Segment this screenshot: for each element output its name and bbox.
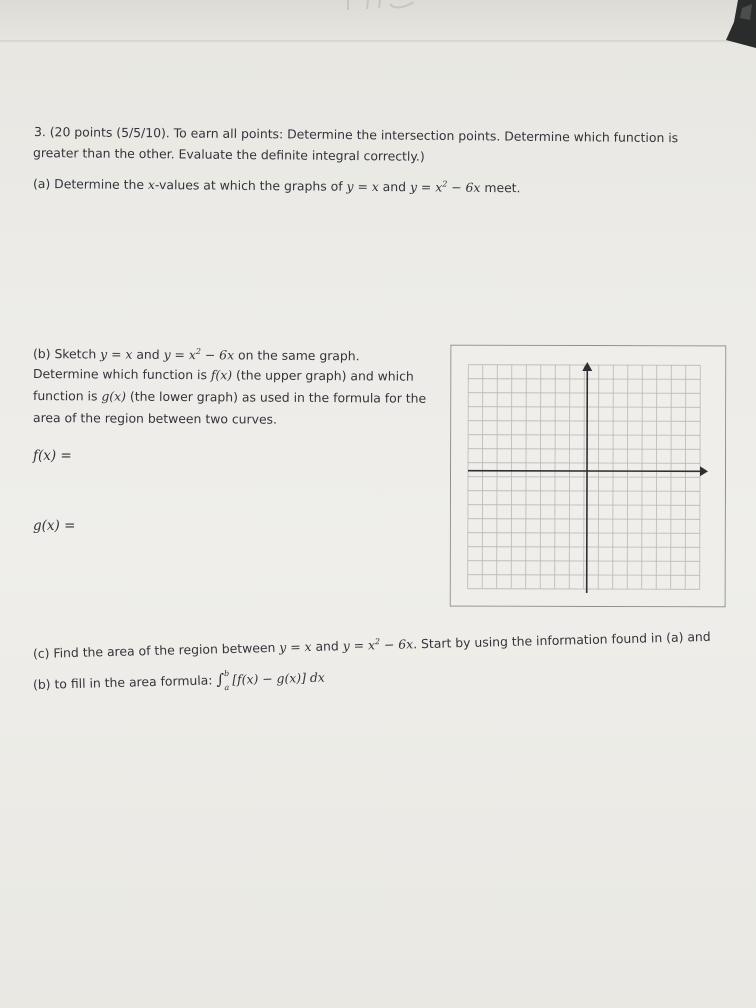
bleed-through-marks — [330, 0, 420, 14]
part-b-line1-post: on the same graph. — [234, 347, 360, 364]
part-b-line3-post: (the lower graph) as used in the formula for the — [125, 388, 427, 406]
part-b-f: f(x) — [210, 367, 233, 383]
part-a-xvar: x — [147, 177, 155, 193]
problem-header-line1: 3. (20 points (5/5/10). To earn all points: Determine the intersection points. Determine which function is — [33, 124, 679, 146]
part-a-eq2-rest: − 6x — [447, 179, 481, 195]
part-c-line2-pre: (b) to fill in the area formula: — [32, 672, 217, 692]
part-c-line1-pre: (c) Find the area of the region between — [32, 639, 280, 661]
part-a-eq2-exp: 2 — [442, 179, 448, 189]
part-a-post: meet. — [480, 179, 521, 196]
part-b-line3-pre: function is — [32, 388, 102, 404]
part-a-pre: (a) Determine the — [32, 176, 148, 193]
part-a-mid: -values at which the graphs of — [154, 177, 347, 194]
integral-limits — [223, 668, 232, 692]
x-axis — [468, 471, 700, 472]
paper-edge — [0, 40, 756, 43]
part-c-eq1: y = x — [279, 638, 312, 655]
part-a-eq1: y = x — [346, 178, 379, 195]
part-b-and: and — [132, 346, 164, 362]
g-answer-label: g(x) = — [33, 518, 76, 534]
part-c-eq2-exp: 2 — [374, 637, 381, 647]
integral-sign: ∫ — [216, 670, 225, 689]
part-c-eq2-base: y = x — [342, 637, 376, 654]
problem-header-line2: greater than the other. Evaluate the definite integral correctly.) — [32, 145, 425, 164]
part-b-eq2-base: y = x — [163, 346, 196, 363]
part-b-line1 — [33, 346, 360, 364]
part-b-eq2-exp: 2 — [195, 347, 202, 357]
part-a-eq2-base: y = x — [409, 179, 443, 195]
part-c-eq2-rest: − 6x — [379, 636, 414, 653]
part-b-line2-post: (the upper graph) and which — [232, 367, 414, 384]
f-answer-label: f(x) = — [33, 448, 72, 464]
graph-grid — [450, 345, 727, 608]
graph-grid-svg — [450, 345, 727, 608]
lower-limit: a — [224, 682, 230, 692]
part-c-and: and — [311, 638, 343, 654]
part-c-line1 — [33, 629, 711, 662]
integrand: [f(x) − g(x)] dx — [232, 669, 326, 687]
part-b-eq2-rest: − 6x — [200, 347, 235, 363]
part-b-line3 — [33, 388, 426, 407]
part-c-line1-post: . Start by using the information found in (a) and — [413, 628, 711, 652]
part-c-line2 — [33, 669, 325, 693]
part-b-line1-pre: (b) Sketch — [32, 346, 101, 362]
upper-limit: b — [223, 668, 230, 678]
dark-corner-object — [716, 0, 756, 48]
part-a-question — [33, 176, 521, 196]
part-b-line4: area of the region between two curves. — [32, 410, 278, 427]
part-b-line2 — [33, 366, 414, 385]
y-axis — [587, 369, 588, 593]
part-b-eq1: y = x — [100, 346, 133, 362]
part-b-line2-pre: Determine which function is — [32, 366, 211, 383]
part-a-and: and — [378, 179, 411, 195]
part-b-g: g(x) — [101, 388, 127, 404]
